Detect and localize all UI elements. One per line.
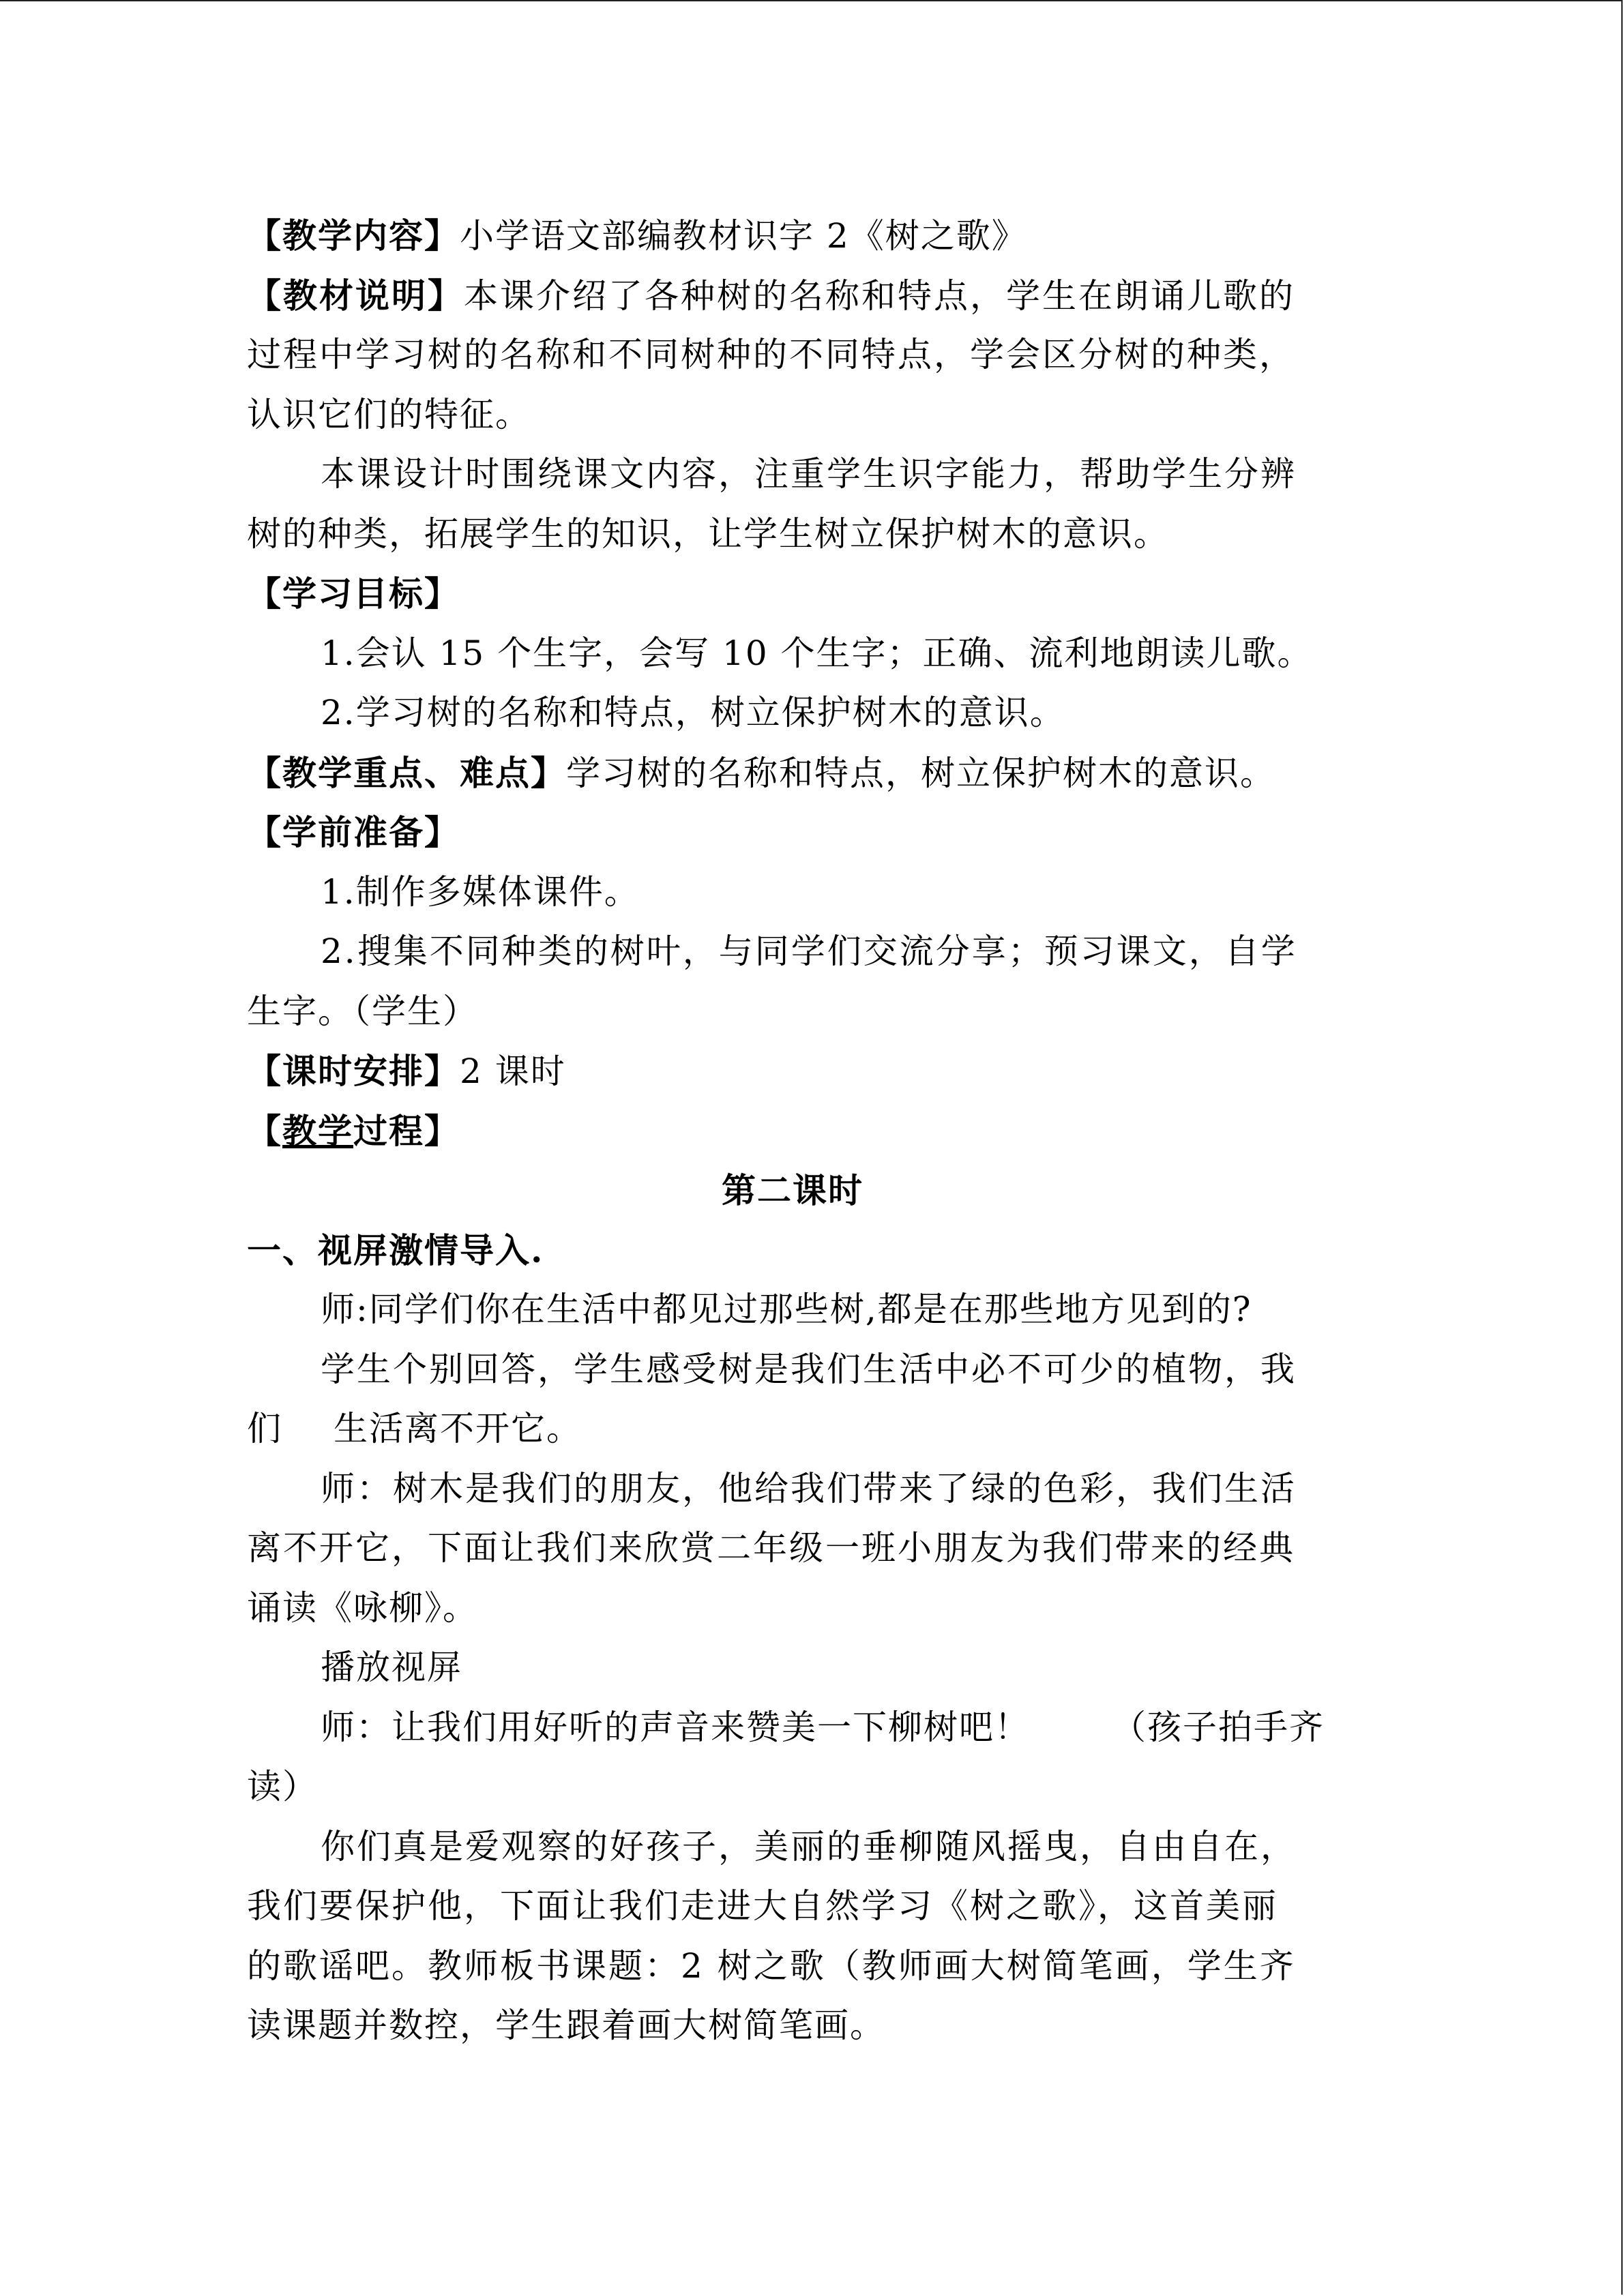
teaching-content-text: 小学语文部编教材识字 2《树之歌》 xyxy=(460,216,1027,256)
goals-item-1: 1.会认 15 个生字，会写 10 个生字；正确、流利地朗读儿歌。 xyxy=(321,633,1313,673)
prep-item-2-line-2: 生字。（学生） xyxy=(247,991,478,1031)
key-points-line: 【教学重点、难点】学习树的名称和特点，树立保护树木的意识。 xyxy=(247,752,1275,793)
section1-p5-line-2: 读） xyxy=(247,1767,318,1806)
section1-p6-line-1: 你们真是爱观察的好孩子，美丽的垂柳随风摇曳，自由自在， xyxy=(321,1826,1297,1866)
teaching-content-line xyxy=(247,206,1379,266)
material-para2-line-2: 树的种类，拓展学生的知识，让学生树立保护树木的意识。 xyxy=(247,513,1169,554)
prep-item-2-line-1: 2.搜集不同种类的树叶，与同学们交流分享；预习课文，自学 xyxy=(321,931,1297,971)
section1-p3-line-2: 离不开它，下面让我们来欣赏二年级一班小朋友为我们带来的经典 xyxy=(247,1528,1295,1568)
section1-p1: 师:同学们你在生活中都见过那些树,都是在那些地方见到的? xyxy=(321,1289,1252,1329)
section1-p2-line-1: 学生个别回答，学生感受树是我们生活中必不可少的植物，我 xyxy=(321,1349,1297,1389)
section1-p6-line-4: 读课题并数控，学生跟着画大树简笔画。 xyxy=(247,2006,885,2045)
section1-p6-line-2: 我们要保护他，下面让我们走进大自然学习《树之歌》，这首美丽 xyxy=(247,1886,1278,1926)
schedule-line: 【课时安排】2 课时 xyxy=(247,1051,566,1091)
material-line-3: 认识它们的特征。 xyxy=(247,394,531,434)
material-label: 【教材说明】 xyxy=(247,275,464,316)
prep-label: 【学前准备】 xyxy=(247,812,460,852)
section1-heading: 一、视屏激情导入. xyxy=(247,1229,544,1270)
lesson-title: 第二课时 xyxy=(722,1170,863,1210)
section1-p4: 播放视屏 xyxy=(321,1648,462,1687)
section1-p3-line-1: 师：树木是我们的朋友，他给我们带来了绿的色彩，我们生活 xyxy=(321,1468,1297,1508)
goals-label: 【学习目标】 xyxy=(247,573,460,614)
material-line-1: 【教材说明】本课介绍了各种树的名称和特点，学生在朗诵儿歌的 xyxy=(247,275,1295,316)
section1-p5-line-1: 师：让我们用好听的声音来赞美一下柳树吧！ （孩子拍手齐 xyxy=(321,1707,1325,1747)
section1-p6-line-3: 的歌谣吧。教师板书课题：2 树之歌（教师画大树简笔画，学生齐 xyxy=(247,1945,1296,1986)
section1-p3-line-3: 诵读《咏柳》。 xyxy=(247,1587,478,1628)
goals-item-2: 2.学习树的名称和特点，树立保护树木的意识。 xyxy=(321,693,1065,732)
process-label: 【教学过程】 xyxy=(247,1110,460,1151)
teaching-content-label: 【教学内容】 xyxy=(247,215,460,256)
document-body xyxy=(247,206,1379,2056)
key-points-label: 【教学重点、难点】 xyxy=(247,752,566,793)
section1-p2-line-2: 们 生活离不开它。 xyxy=(247,1409,582,1448)
material-para2-line-1: 本课设计时围绕课文内容，注重学生识字能力，帮助学生分辨 xyxy=(321,454,1297,494)
schedule-label: 【课时安排】 xyxy=(247,1051,460,1091)
prep-item-1: 1.制作多媒体课件。 xyxy=(321,871,640,912)
material-line-2: 过程中学习树的名称和不同树种的不同特点，学会区分树的种类， xyxy=(247,335,1295,374)
